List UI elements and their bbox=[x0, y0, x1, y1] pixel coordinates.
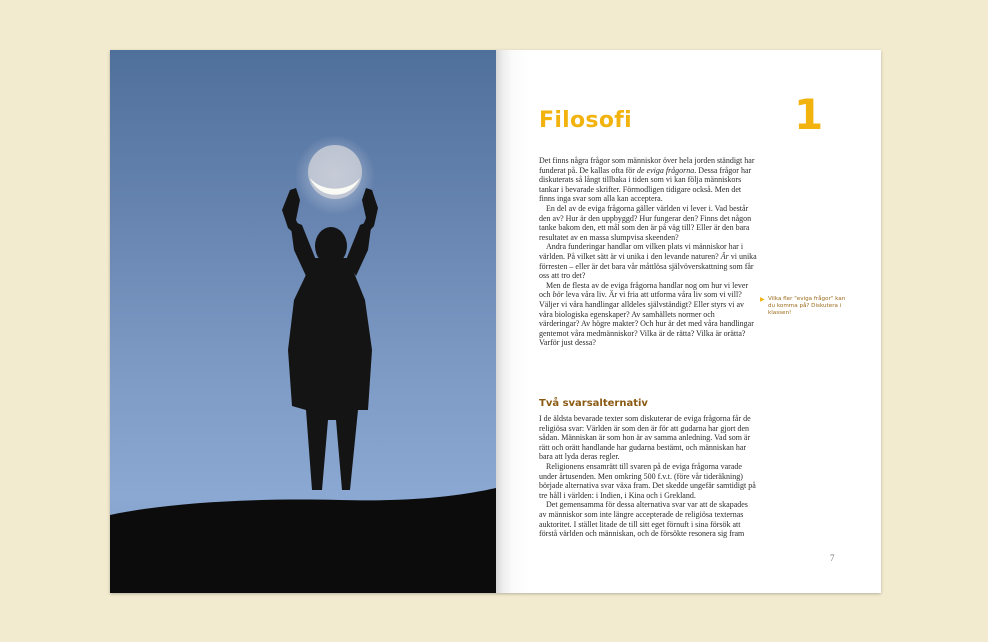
paragraph: En del av de eviga frågorna gäller världen vi lever i. Vad består den av? Hur är den uppbyggd? Hur fungerar den? Finns det någon tanke bakom den, ett mål som den är på väg till? Eller är den bara resultatet av en massa slumpvisa skeenden? bbox=[539, 203, 752, 242]
margin-note-text: Vilka fler "eviga frågor" kan du komma på? Diskutera i klassen! bbox=[768, 296, 846, 316]
photo-page bbox=[110, 50, 496, 593]
intro-text bbox=[539, 156, 757, 348]
paragraph: I de äldsta bevarade texter som diskuterar de eviga frågorna får de religiösa svar: Världen är som den är för att gudarna har gjort den sådan. Människan är som hon är av samma anledning. Vad som är rätt och orätt handlande har gudarna bestämt, och människan har bara att lyda deras regler. bbox=[539, 414, 751, 462]
paragraph: Religionens ensamrätt till svaren på de eviga frågorna varade under årtusenden. Men omkring 500 f.v.t. (före vår tideräkning) började alternativa svar växa fram. Det skedde ungefär samtidigt på tre håll i världen: i Indien, i Kina och i Grekland. bbox=[539, 461, 756, 500]
hill-silhouette bbox=[110, 488, 496, 593]
chapter-title: Filosofi bbox=[539, 108, 632, 133]
page-number: 7 bbox=[830, 553, 835, 563]
margin-note bbox=[760, 296, 854, 317]
section-text bbox=[539, 398, 757, 539]
book-spread bbox=[110, 50, 881, 593]
section-heading: Två svarsalternativ bbox=[539, 398, 648, 409]
moon-silhouette-photo bbox=[110, 50, 496, 593]
chapter-number: 1 bbox=[794, 90, 824, 139]
paragraph: Andra funderingar handlar om vilken plats vi människor har i världen. På vilket sätt är vi unika i den levande naturen? Är vi unika förresten – eller är det bara vår måttlösa självöverskattning som får oss att tro det? bbox=[539, 242, 757, 281]
paragraph: Det gemensamma för dessa alternativa svar var att de skapades av människor som inte längre accepterade de religiösa texternas auktoritet. I stället litade de till sitt eget förnuft i sina försök att förstå världen och människan, och de försökte resonera sig fram bbox=[539, 500, 748, 539]
person-silhouette bbox=[282, 188, 378, 490]
text-page bbox=[496, 50, 881, 593]
triangle-arrow-icon: ▶ bbox=[760, 296, 765, 303]
paragraph: Det finns några frågor som människor över hela jorden ständigt har funderat på. De kallas ofta för de eviga frågorna. Dessa frågor har diskuterats så långt tillbaka i tiden som vi kan följa människors tankar i bevarade skrifter. Förmodligen tidigare också. Men det finns inga svar som alla kan acceptera. bbox=[539, 156, 755, 204]
paragraph: Men de flesta av de eviga frågorna handlar nog om hur vi lever och bör leva våra liv. Är vi fria att utforma våra liv som vi vill? Väljer vi våra handlingar alldeles självständigt? Eller styrs vi av våra biologiska egenskaper? Av samhällets normer och värderingar? Av högre makter? Och hur är det med våra handlingar gentemot våra medmänniskor? Vilka är de rätta? Vilka är orätta? Varför just dessa? bbox=[539, 280, 754, 348]
